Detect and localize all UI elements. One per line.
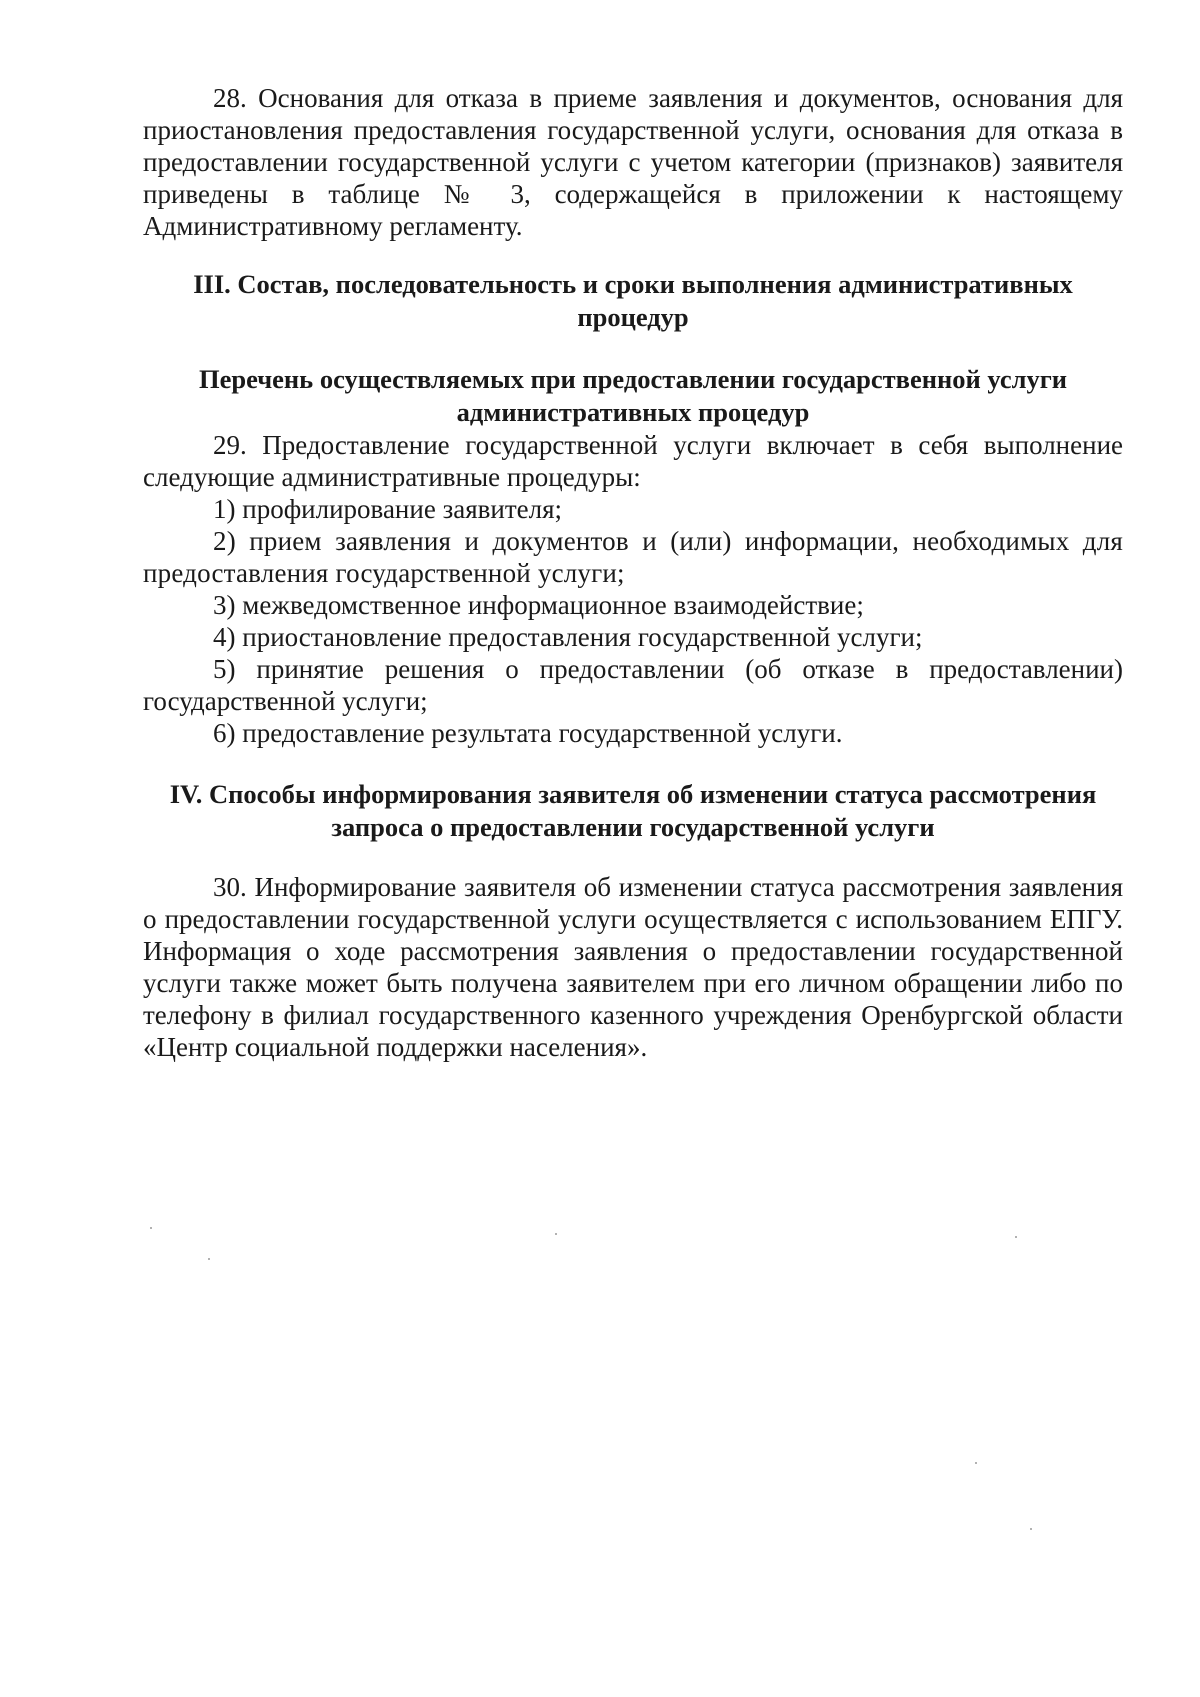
- procedure-item-6: 6) предоставление результата государственной услуги.: [213, 718, 843, 748]
- paragraph-28: 28. Основания для отказа в приеме заявления и документов, основания для приостановления предоставления государственной услуги, основания для отказа в предоставлении государственной услуги с учетом категории (признаков) заявителя приведены в таблице № 3, содержащейся в приложении к настоящему Административному регламенту.: [143, 83, 1123, 241]
- paragraph-29: 29. Предоставление государственной услуги включает в себя выполнение следующие административные процедуры:: [143, 430, 1123, 492]
- scan-speck: [150, 1227, 152, 1229]
- document-body: [143, 82, 1123, 1063]
- scan-speck: [1015, 1236, 1017, 1238]
- procedure-item-4: 4) приостановление предоставления государственной услуги;: [213, 622, 923, 652]
- paragraph-30: 30. Информирование заявителя об изменении статуса рассмотрения заявления о предоставлении государственной услуги осуществляется с использованием ЕПГУ. Информация о ходе рассмотрения заявления о предоставлении государственной услуги также может быть получена заявителем при его личном обращении либо по телефону в филиал государственного казенного учреждения Оренбургской области «Центр социальной поддержки населения».: [143, 872, 1123, 1062]
- procedure-item-5: 5) принятие решения о предоставлении (об отказе в предоставлении) государственной услуги;: [143, 654, 1123, 716]
- scan-speck: [975, 1462, 977, 1464]
- section-3-title: III. Состав, последовательность и сроки выполнения административных процедур: [193, 269, 1073, 332]
- procedure-item-3: 3) межведомственное информационное взаимодействие;: [213, 590, 864, 620]
- scan-speck: [208, 1258, 210, 1260]
- subsection-title: Перечень осуществляемых при предоставлении государственной услуги административных процедур: [198, 364, 1068, 427]
- procedure-item-2: 2) прием заявления и документов и (или) информации, необходимых для предоставления государственной услуги;: [143, 526, 1123, 588]
- section-4-title: IV. Способы информирования заявителя об изменении статуса рассмотрения запроса о предоставлении государственной услуги: [169, 779, 1097, 842]
- procedure-item-1: 1) профилирование заявителя;: [213, 494, 563, 524]
- scan-speck: [555, 1233, 557, 1235]
- scan-speck: [1030, 1528, 1032, 1530]
